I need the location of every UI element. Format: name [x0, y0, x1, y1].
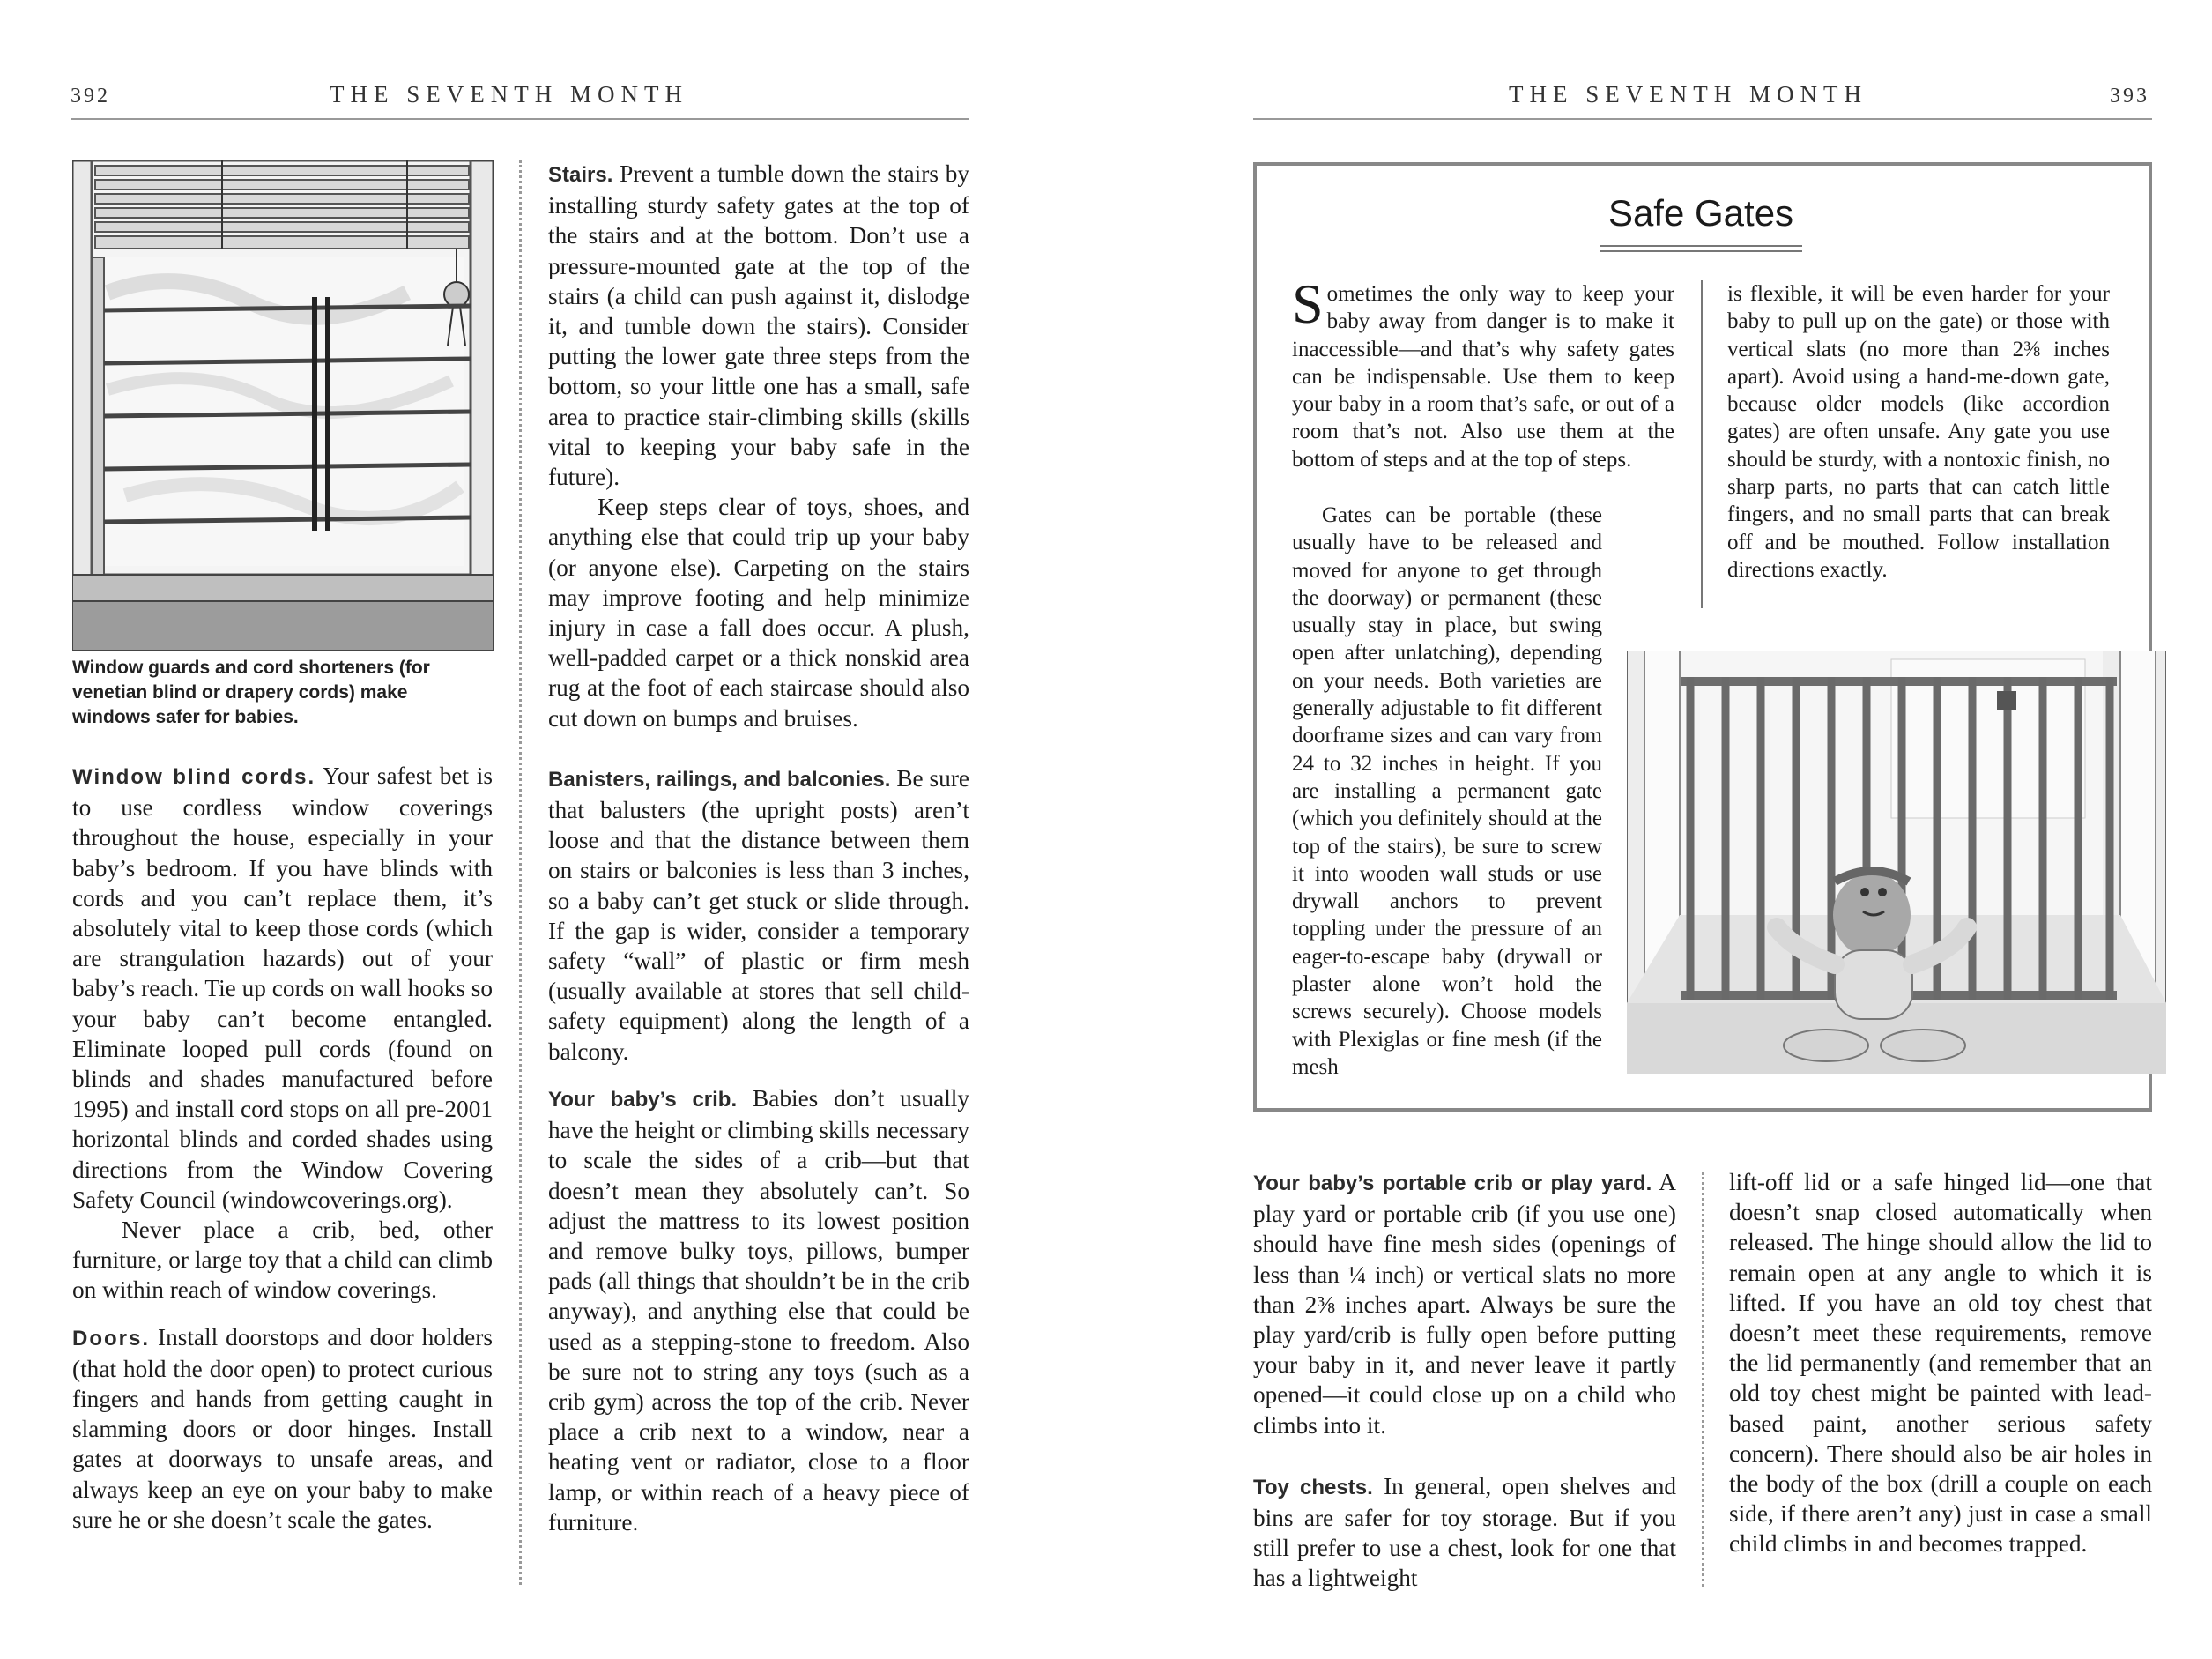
stairs-text: Prevent a tumble down the stairs by installing sturdy safety gates at the top of the stairs and at the bottom. Don’t use a pressure-mounted gate at the top of the stairs (a child can push against it, dislodge it, and tumble down the stairs). Consider putting the lower gate three steps from the bottom, so your little one has a small, safe area to practice stair-climbing skills (skills vital to keeping your baby safe in the future).	[548, 160, 970, 491]
section-head-window-blind-cords: Window blind cords.	[72, 765, 316, 789]
page-number-left: 392	[71, 85, 110, 108]
right-column-2	[1729, 1167, 2152, 1559]
section-head-banisters: Banisters, railings, and balconies.	[548, 767, 891, 792]
banisters-text: Be sure that balusters (the upright posts) aren’t loose and that the distance between them on stairs or balconies is less than 3 inches, so a baby can’t get stuck or slide through. If the gap is wider, consider a temporary safety “wall” of plastic or firm mesh (usually available at stores that sell child-safety equipment) along the length of a balcony.	[548, 764, 970, 1065]
left-column-2	[548, 159, 969, 1537]
title-rule-1	[1600, 245, 1802, 247]
sidebar-column-2	[1727, 280, 2110, 584]
toy-chests-text: In general, open shelves and bins are safer for toy storage. But if you still prefer to use a chest, look for one that has a lightweight	[1253, 1472, 1676, 1592]
sidebar-para2: Gates can be portable (these usually have to be released and moved for anyone to get through the doorway) or permanent (these usually stay in place, but swing open after unlatching), depending on your needs. Both varieties are generally adjustable to fit different doorframe sizes and can vary from 24 to 32 inches in height. If you are installing a permanent gate (which you definitely should at the top of the stairs), be sure to screw it into wooden wall studs or use drywall anchors to prevent toppling under the pressure of an eager-to-escape baby (drywall or plaster alone won’t hold the screws securely). Choose models with Plexiglas or fine mesh (if the mesh	[1292, 503, 1602, 1079]
stairs-para2: Keep steps clear of toys, shoes, and anything else that could trip up your baby (or anyone else). Carpeting on the stairs may improve footing and help minimize injury in case a fall does occur. A plush, well-padded carpet or a thick nonskid area rug at the foot of each staircase should also cut down on bumps and bruises.	[548, 494, 969, 732]
title-rule-2	[1600, 250, 1802, 252]
window-blind-cords-text: Your safest bet is to use cordless window coverings throughout the house, especially in your baby’s bedroom. If you have blinds with cords and you can’t replace them, it’s absolutely vital to keep those cords (which are strangulation hazards) out of your baby’s reach. Tie up cords on wall hooks so your baby can’t become entangled. Eliminate looped pull cords (found on blinds and shades manufactured before 1995) and install cord stops on all pre-2001 horizontal blinds and corded shades using directions from the Window Covering Safety Council (windowcoverings.org).	[72, 763, 494, 1213]
section-head-toy-chests: Toy chests.	[1253, 1475, 1373, 1499]
column-divider-left	[519, 160, 522, 1585]
section-head-play-yard: Your baby’s portable crib or play yard.	[1253, 1172, 1652, 1195]
section-head-stairs: Stairs.	[548, 163, 613, 187]
right-column-1	[1253, 1167, 1676, 1594]
window-guard-illustration	[72, 160, 494, 651]
sidebar-para2-wrap	[1292, 502, 1602, 1083]
play-yard-text: A play yard or portable crib (if you use one) should have fine mesh sides (openings of less than ¼ inch) or vertical slats no more than 2⅜ inches apart. Always be sure the play yard/crib is fully open before putting your baby in it, and never leave it partly opened—it could close up on a child who climbs into it.	[1253, 1169, 1676, 1439]
page-number-right: 393	[2110, 85, 2149, 108]
section-head-doors: Doors.	[72, 1326, 151, 1350]
column-divider-right	[1702, 1172, 1704, 1587]
header-rule-left	[71, 118, 969, 120]
section-head-crib: Your baby’s crib.	[548, 1087, 738, 1112]
toy-chests-continued: lift-off lid or a safe hinged lid—one that doesn’t snap closed automatically when released. The hinge should allow the lid to remain open at any angle to which it is lifted. If you have an old toy chest that doesn’t meet these requirements, remove the lid permanently (and remember that an old toy chest might be painted with lead-based paint, another serious safety concern). There should also be air holes in the body of the box (drill a couple on each side, if there aren’t any) just in case a small child climbs in and becomes trapped.	[1729, 1169, 2152, 1558]
sidebar-col2-text: is flexible, it will be even harder for your baby to pull up on the gate) or those with vertical slats (no more than 2⅜ inches apart). Avoid using a hand-me-down gate, because older models (like accordion gates) are often unsafe. Any gate you use should be sturdy, with a nontoxic finish, no sharp parts, no parts that can catch little fingers, and no small parts that can break off and be mouthed. Follow installation directions exactly.	[1727, 282, 2110, 582]
figure-caption: Window guards and cord shorteners (for venetian blind or drapery cords) make windows safer for babies.	[72, 658, 430, 727]
window-blind-cords-para2: Never place a crib, bed, other furniture, or large toy that a child can climb on within reach of window coverings.	[72, 1216, 493, 1304]
header-rule-right	[1253, 118, 2152, 120]
sidebar-column-1	[1292, 272, 1674, 473]
left-column-1	[72, 761, 493, 1535]
sidebar-para1: ometimes the only way to keep your baby away from danger is to make it inaccessible—and that’s why safety gates can be indispensable. Use them to keep your baby in a room that’s safe, or out of a room that’s not. Also use them at the bottom of steps and at the top of steps.	[1292, 282, 1674, 472]
running-head-right: THE SEVENTH MONTH	[1509, 81, 1867, 108]
crib-text: Babies don’t usually have the height or climbing skills necessary to scale the sides of a crib—but that doesn’t mean they absolutely can’t. So adjust the mattress to its lowest position and remove bulky toys, pillows, bumper pads (all things that shouldn’t be in the crib anyway), and anything else that could be used as a stepping-stone to freedom. Also be sure not to string any toys (such as a crib gym) across the top of the crib. Never place a crib next to a window, near a heating vent or radiator, close to a floor lamp, or within reach of a heavy piece of furniture.	[548, 1084, 970, 1536]
running-head-left: THE SEVENTH MONTH	[330, 81, 688, 108]
drop-cap: S	[1292, 272, 1324, 335]
sidebar-column-divider	[1701, 280, 1703, 608]
sidebar-title: Safe Gates	[1607, 192, 1794, 234]
doors-text: Install doorstops and door holders (that hold the door open) to protect curious fingers and hands from getting caught in slamming doors or door hinges. Install gates at doorways to unsafe areas, and always keep an eye on your baby to make sure he or she doesn’t scale the gates.	[72, 1323, 494, 1533]
safety-gate-illustration	[1627, 651, 2166, 1074]
